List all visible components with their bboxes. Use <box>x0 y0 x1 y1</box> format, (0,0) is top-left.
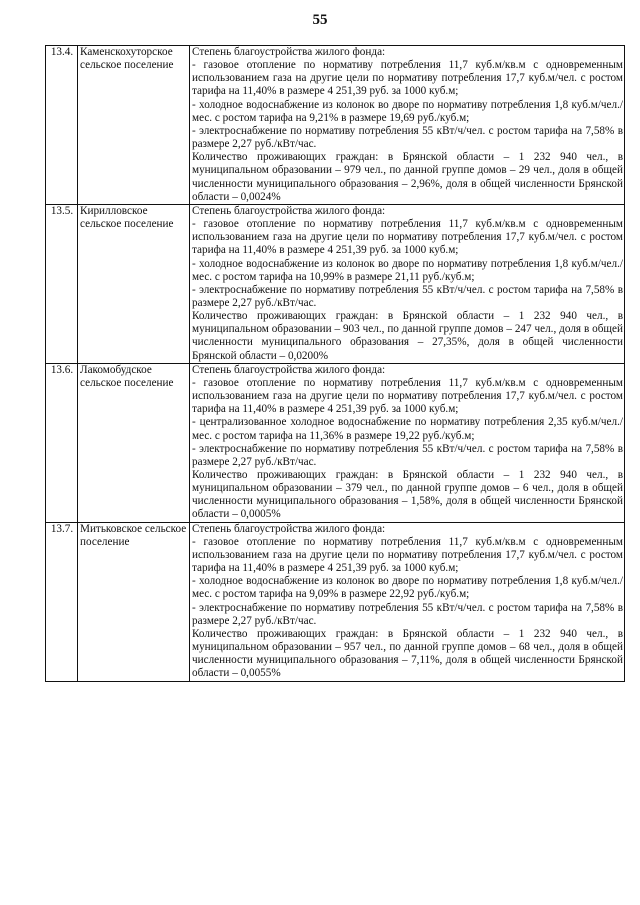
table-row <box>46 363 625 522</box>
water-supply-item: - холодное водоснабжение из колонок во дворе по нормативу потребления 1,8 куб.м/чел./мес. с ростом тарифа на 9,21% в размере 19,69 руб./куб.м; <box>192 98 623 124</box>
water-supply-item: - холодное водоснабжение из колонок во дворе по нормативу потребления 1,8 куб.м/чел./мес. с ростом тарифа на 10,99% в размере 21,11 руб./куб.м; <box>192 257 623 283</box>
population-item: Количество проживающих граждан: в Брянской области – 1 232 940 чел., в муниципальном образовании – 903 чел., по данной группе домов – 247 чел., доля в общей численности муниципального образования – 27,35%, доля в общей численности Брянской области – 0,0200% <box>192 310 623 362</box>
electricity-item: - электроснабжение по нормативу потребления 55 кВт/ч/чел. с ростом тарифа на 7,58% в размере 2,27 руб./кВт/час. <box>192 601 623 627</box>
settlement-name: Лакомобудское сельское поселение <box>78 363 190 522</box>
description-heading: Степень благоустройства жилого фонда: <box>192 363 386 376</box>
settlement-description <box>190 363 625 522</box>
gas-heating-item: - газовое отопление по нормативу потребления 11,7 куб.м/кв.м с одновременным использованием газа на другие цели по нормативу потребления 17,7 куб.м/чел. с ростом тарифа на 11,40% в размере 4 251,39 руб. за 1000 куб.м; <box>192 59 623 98</box>
row-number: 13.6. <box>46 363 78 522</box>
settlement-name: Митьковское сельское поселение <box>78 522 190 681</box>
gas-heating-item: - газовое отопление по нормативу потребления 11,7 куб.м/кв.м с одновременным использованием газа на другие цели по нормативу потребления 17,7 куб.м/чел. с ростом тарифа на 11,40% в размере 4 251,39 руб. за 1000 куб.м; <box>192 376 623 416</box>
population-item: Количество проживающих граждан: в Брянской области – 1 232 940 чел., в муниципальном образовании – 979 чел., по данной группе домов – 29 чел., доля в общей численности муниципального образования – 2,96%, доля в общей численности Брянской области – 0,0024% <box>192 151 623 203</box>
description-heading: Степень благоустройства жилого фонда: <box>192 204 386 217</box>
settlement-name: Кирилловское сельское поселение <box>78 204 190 363</box>
table-row <box>46 46 625 205</box>
water-supply-item: - централизованное холодное водоснабжение по нормативу потребления 2,35 куб.м/чел./мес. с ростом тарифа на 11,36% в размере 19,22 руб./куб.м; <box>192 416 623 442</box>
row-number: 13.4. <box>46 46 78 205</box>
description-heading: Степень благоустройства жилого фонда: <box>192 46 386 58</box>
gas-heating-item: - газовое отопление по нормативу потребления 11,7 куб.м/кв.м с одновременным использованием газа на другие цели по нормативу потребления 17,7 куб.м/чел. с ростом тарифа на 11,40% в размере 4 251,39 руб. за 1000 куб.м; <box>192 535 623 575</box>
water-supply-item: - холодное водоснабжение из колонок во дворе по нормативу потребления 1,8 куб.м/чел./мес. с ростом тарифа на 9,09% в размере 22,92 руб./куб.м; <box>192 575 623 601</box>
table-row <box>46 204 625 363</box>
population-item: Количество проживающих граждан: в Брянской области – 1 232 940 чел., в муниципальном образовании – 379 чел., по данной группе домов – 6 чел., доля в общей численности муниципального образования – 1,58%, доля в общей численности Брянской области – 0,0005% <box>192 469 623 521</box>
gas-heating-item: - газовое отопление по нормативу потребления 11,7 куб.м/кв.м с одновременным использованием газа на другие цели по нормативу потребления 17,7 куб.м/чел. с ростом тарифа на 11,40% в размере 4 251,39 руб. за 1000 куб.м; <box>192 218 623 257</box>
settlement-description <box>190 46 625 205</box>
electricity-item: - электроснабжение по нормативу потребления 55 кВт/ч/чел. с ростом тарифа на 7,58% в размере 2,27 руб./кВт/час. <box>192 283 623 309</box>
settlements-table <box>45 45 625 682</box>
row-number: 13.7. <box>46 522 78 681</box>
settlement-name: Каменскохуторское сельское поселение <box>78 46 190 205</box>
electricity-item: - электроснабжение по нормативу потребления 55 кВт/ч/чел. с ростом тарифа на 7,58% в размере 2,27 руб./кВт/час. <box>192 442 623 468</box>
table-row <box>46 522 625 681</box>
settlement-description <box>190 522 625 681</box>
population-item: Количество проживающих граждан: в Брянской области – 1 232 940 чел., в муниципальном образовании – 957 чел., по данной группе домов – 68 чел., доля в общей численности муниципального образования – 7,11%, доля в общей численности Брянской области – 0,0055% <box>192 627 623 680</box>
description-heading: Степень благоустройства жилого фонда: <box>192 522 386 535</box>
electricity-item: - электроснабжение по нормативу потребления 55 кВт/ч/чел. с ростом тарифа на 7,58% в размере 2,27 руб./кВт/час. <box>192 124 623 151</box>
settlement-description <box>190 204 625 363</box>
row-number: 13.5. <box>46 204 78 363</box>
page-number: 55 <box>312 12 328 28</box>
